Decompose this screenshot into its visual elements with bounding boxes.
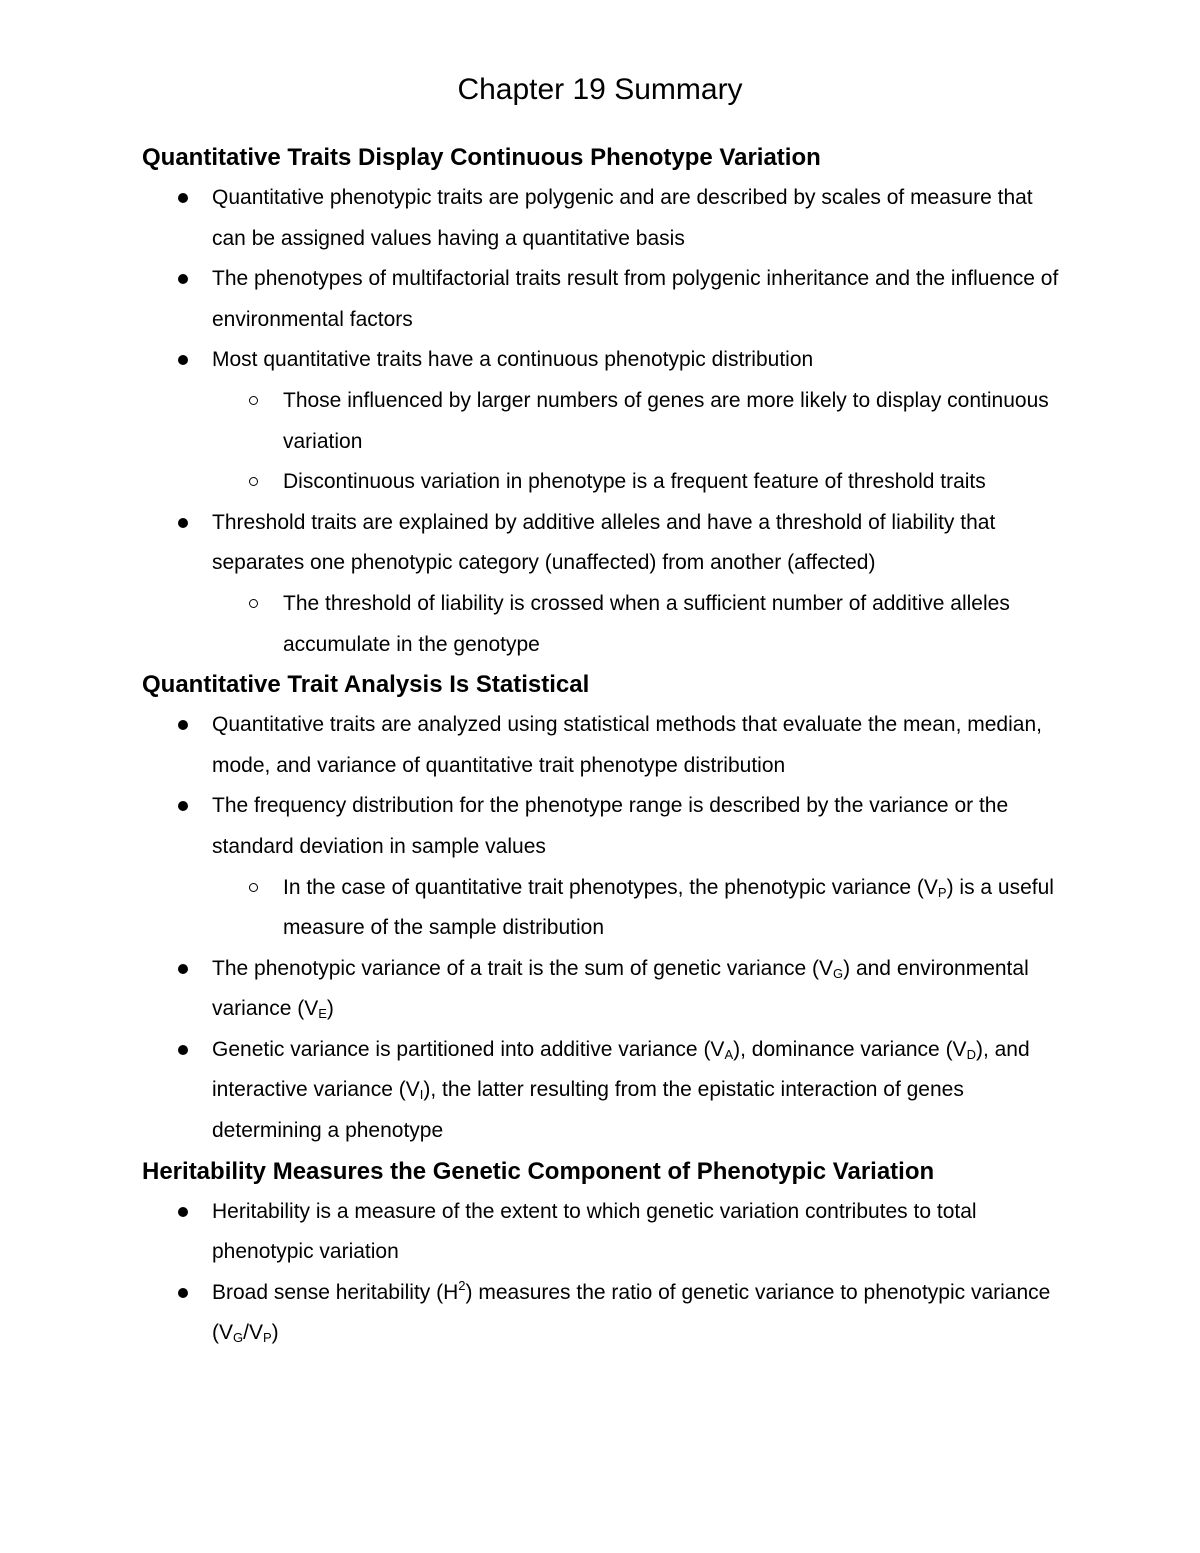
document-body xyxy=(142,138,1072,1354)
list-item xyxy=(142,1030,1072,1152)
bullet-icon xyxy=(178,274,188,284)
text-run: ) is a useful measure of the sample distribution xyxy=(283,875,1054,940)
subscript: G xyxy=(833,965,844,981)
list-item-text: Threshold traits are explained by additive alleles and have a threshold of liability that separates one phenotypic category (unaffected) from another (affected) xyxy=(212,510,996,575)
list-item xyxy=(142,259,1072,340)
subscript: P xyxy=(262,1330,272,1346)
sub-list-item xyxy=(142,462,1072,503)
list-item-text: The frequency distribution for the phenotype range is described by the variance or the standard deviation in sample values xyxy=(212,794,1009,858)
section-heading: Quantitative Traits Display Continuous Phenotype Variation xyxy=(142,144,821,171)
sub-list-item-text: Discontinuous variation in phenotype is a frequent feature of threshold traits xyxy=(283,470,986,494)
list-item xyxy=(142,705,1072,786)
list-item xyxy=(142,1192,1072,1273)
section-statistical-analysis xyxy=(142,665,1072,1152)
text-run: ), and interactive variance (V xyxy=(212,1037,1030,1102)
text-run: Broad sense heritability (H xyxy=(212,1280,459,1304)
text-run: ), the latter resulting from the epistatic interaction of genes determining a phenotype xyxy=(212,1078,964,1143)
text-run: The phenotypic variance of a trait is the sum of genetic variance (V xyxy=(212,956,833,980)
subscript: E xyxy=(318,1006,327,1022)
list-item-text: Quantitative traits are analyzed using statistical methods that evaluate the mean, median, mode, and variance of quantitative trait phenotype distribution xyxy=(212,713,1042,777)
sub-list-item-text: Those influenced by larger numbers of genes are more likely to display continuous variation xyxy=(283,388,1049,453)
section-heading: Heritability Measures the Genetic Component of Phenotypic Variation xyxy=(142,1157,935,1185)
subscript: P xyxy=(937,884,947,900)
text-run: ) measures the ratio of genetic variance to phenotypic variance (V xyxy=(212,1280,1051,1345)
bullet-icon xyxy=(178,801,188,811)
hollow-bullet-icon xyxy=(249,599,258,608)
list-item xyxy=(142,178,1072,259)
text-run: Genetic variance is partitioned into additive variance (V xyxy=(212,1037,725,1061)
list-item xyxy=(142,949,1072,1030)
sub-list-item xyxy=(142,584,1072,665)
list-item xyxy=(142,786,1072,867)
text-run: /V xyxy=(243,1321,263,1345)
list-item-text: Quantitative phenotypic traits are polygenic and are described by scales of measure that can be assigned values having a quantitative basis xyxy=(212,186,1033,250)
list-item xyxy=(142,503,1072,584)
section-heading: Quantitative Trait Analysis Is Statistical xyxy=(142,671,590,699)
text-run: ) xyxy=(271,1321,279,1345)
sub-list-item xyxy=(142,381,1072,462)
subscript: D xyxy=(966,1046,976,1062)
hollow-bullet-icon xyxy=(249,477,258,486)
list-item-text: Heritability is a measure of the extent to which genetic variation contributes to total phenotypic variation xyxy=(212,1199,977,1264)
text-run: ) and environmental variance (V xyxy=(212,956,1029,1021)
bullet-icon xyxy=(178,193,188,203)
list-item-text xyxy=(212,957,1029,1021)
bullet-icon xyxy=(178,964,188,974)
bullet-list xyxy=(142,178,1072,665)
list-item xyxy=(142,1273,1072,1354)
list-item-text xyxy=(212,1277,1051,1346)
bullet-icon xyxy=(178,720,188,730)
list-item xyxy=(142,340,1072,381)
list-item-text: Most quantitative traits have a continuous phenotypic distribution xyxy=(212,348,814,372)
bullet-list xyxy=(142,1192,1072,1354)
superscript: 2 xyxy=(458,1277,466,1293)
sub-list-item-text xyxy=(283,876,1054,940)
text-run: ), dominance variance (V xyxy=(733,1037,967,1061)
bullet-icon xyxy=(178,1045,188,1055)
hollow-bullet-icon xyxy=(249,396,258,405)
list-item-text: The phenotypes of multifactorial traits result from polygenic inheritance and the influence of environmental factors xyxy=(212,267,1059,331)
subscript: I xyxy=(419,1087,424,1103)
list-item-text xyxy=(212,1038,1030,1142)
text-run: In the case of quantitative trait phenotypes, the phenotypic variance (V xyxy=(283,875,938,899)
bullet-icon xyxy=(178,518,188,528)
section-heritability xyxy=(142,1152,1072,1354)
bullet-list xyxy=(142,705,1072,1152)
subscript: G xyxy=(233,1330,244,1346)
section-quantitative-traits xyxy=(142,138,1072,665)
subscript: A xyxy=(724,1046,734,1062)
page-title: Chapter 19 Summary xyxy=(457,73,743,106)
text-run: ) xyxy=(326,997,334,1021)
bullet-icon xyxy=(178,355,188,365)
bullet-icon xyxy=(178,1207,188,1217)
sub-list-item xyxy=(142,868,1072,949)
sub-list-item-text: The threshold of liability is crossed when a sufficient number of additive alleles accumulate in the genotype xyxy=(283,591,1010,656)
bullet-icon xyxy=(178,1288,188,1298)
hollow-bullet-icon xyxy=(249,883,258,892)
